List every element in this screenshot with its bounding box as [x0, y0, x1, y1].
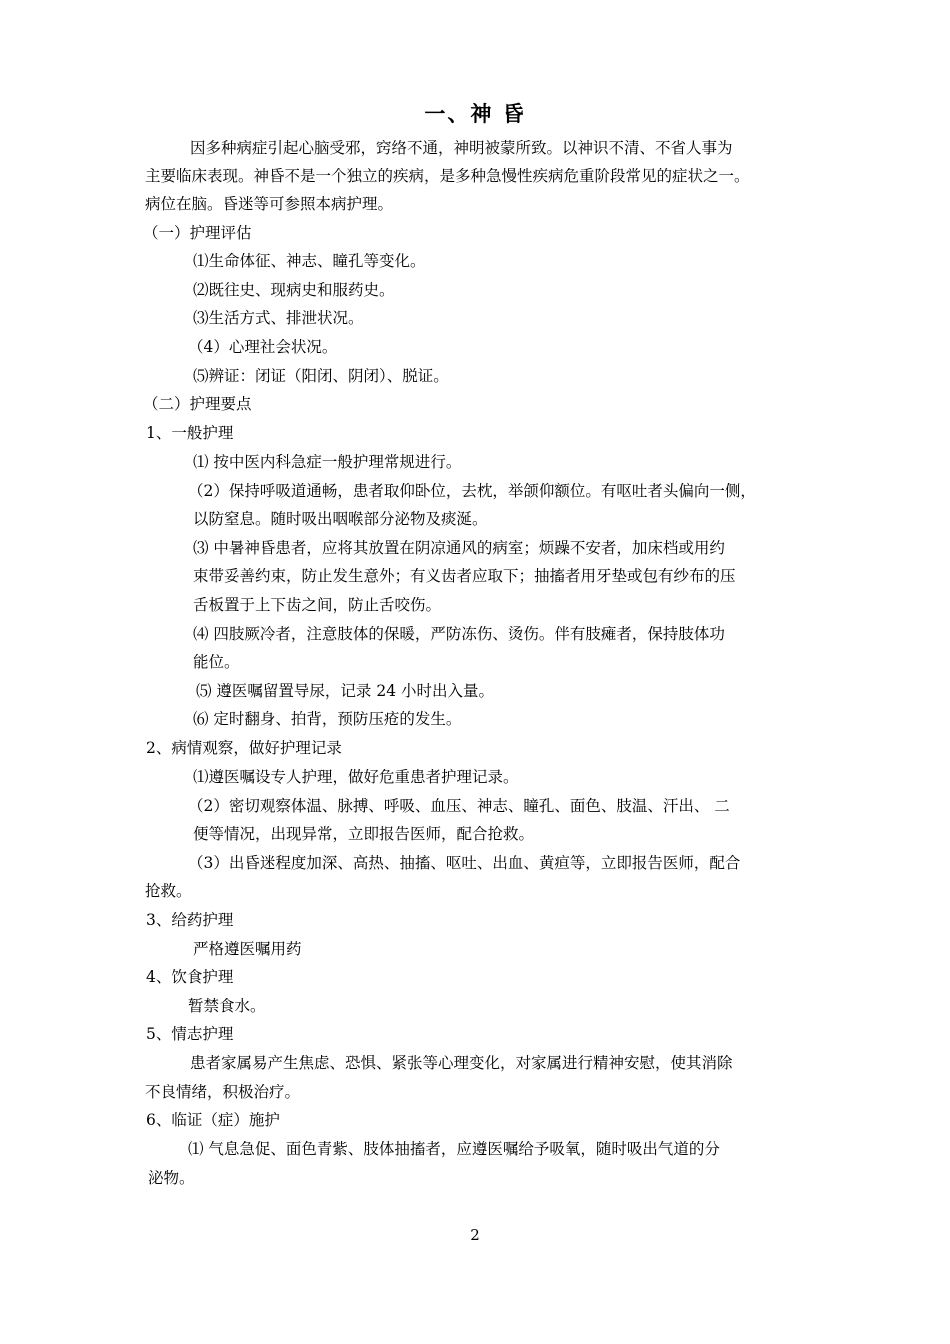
subsection-heading-medication: 3、给药护理	[146, 911, 234, 929]
general-line: 以防窒息。随时吸出咽喉部分泌物及痰涎。	[193, 510, 488, 528]
subsection-heading-emotion: 5、情志护理	[146, 1025, 234, 1043]
general-line: ⑹ 定时翻身、拍背，预防压疮的发生。	[193, 710, 462, 728]
observation-line: 便等情况，出现异常，立即报告医师，配合抢救。	[193, 825, 535, 843]
page-number: 2	[470, 1226, 480, 1244]
section-heading-assessment: （一）护理评估	[143, 224, 252, 242]
subsection-heading-diet: 4、饮食护理	[146, 968, 234, 986]
intro-line: 因多种病症引起心脑受邪，窍络不通，神明被蒙所致。以神识不清、不省人事为	[190, 139, 733, 157]
diet-text: 暂禁食水。	[188, 997, 266, 1015]
general-line: 束带妥善约束，防止发生意外；有义齿者应取下；抽搐者用牙垫或包有纱布的压	[193, 567, 736, 585]
assessment-item: ⑶生活方式、排泄状况。	[193, 309, 364, 327]
emotion-line: 患者家属易产生焦虑、恐惧、紧张等心理变化，对家属进行精神安慰，使其消除	[190, 1054, 733, 1072]
section-heading-points: （二）护理要点	[143, 395, 252, 413]
assessment-item: ⑵既往史、现病史和服药史。	[193, 281, 395, 299]
assessment-item: （4）心理社会状况。	[188, 338, 338, 356]
assessment-item: ⑸辨证：闭证（阳闭、阴闭）、脱证。	[193, 367, 449, 385]
general-line: ⑸ 遵医嘱留置导尿，记录 24 小时出入量。	[196, 682, 495, 700]
assessment-item: ⑴生命体征、神志、瞳孔等变化。	[193, 252, 426, 270]
observation-line: （2）密切观察体温、脉搏、呼吸、血压、神志、瞳孔、面色、肢温、汗出、 二	[188, 797, 730, 815]
measures-line: ⑴ 气息急促、面色青紫、肢体抽搐者，应遵医嘱给予吸氧，随时吸出气道的分	[188, 1140, 720, 1158]
page-title: 一、神 昏	[424, 102, 526, 126]
general-line: ⑷ 四肢厥冷者，注意肢体的保暖，严防冻伤、烫伤。伴有肢瘫者，保持肢体功	[193, 625, 725, 643]
intro-line: 病位在脑。昏迷等可参照本病护理。	[145, 195, 394, 213]
general-line: 能位。	[193, 653, 240, 671]
observation-line: ⑴遵医嘱设专人护理，做好危重患者护理记录。	[193, 768, 519, 786]
medication-text: 严格遵医嘱用药	[193, 940, 302, 958]
observation-line: 抢救。	[145, 882, 192, 900]
observation-line: （3）出昏迷程度加深、高热、抽搐、呕吐、出血、黄疸等，立即报告医师，配合	[188, 854, 741, 872]
subsection-heading-measures: 6、临证（症）施护	[146, 1111, 280, 1129]
general-line: ⑶ 中暑神昏患者，应将其放置在阴凉通风的病室；烦躁不安者，加床档或用约	[193, 539, 725, 557]
general-line: ⑴ 按中医内科急症一般护理常规进行。	[193, 453, 462, 471]
measures-line: 泌物。	[148, 1169, 195, 1187]
general-line: （2）保持呼吸道通畅，患者取仰卧位，去枕，举颌仰额位。有呕吐者头偏向一侧，	[188, 482, 756, 500]
intro-line: 主要临床表现。神昏不是一个独立的疾病，是多种急慢性疾病危重阶段常见的症状之一。	[145, 167, 750, 185]
subsection-heading-observation: 2、病情观察，做好护理记录	[146, 739, 342, 757]
general-line: 舌板置于上下齿之间，防止舌咬伤。	[193, 596, 442, 614]
emotion-line: 不良情绪，积极治疗。	[145, 1083, 301, 1101]
subsection-heading-general: 1、一般护理	[146, 424, 234, 442]
